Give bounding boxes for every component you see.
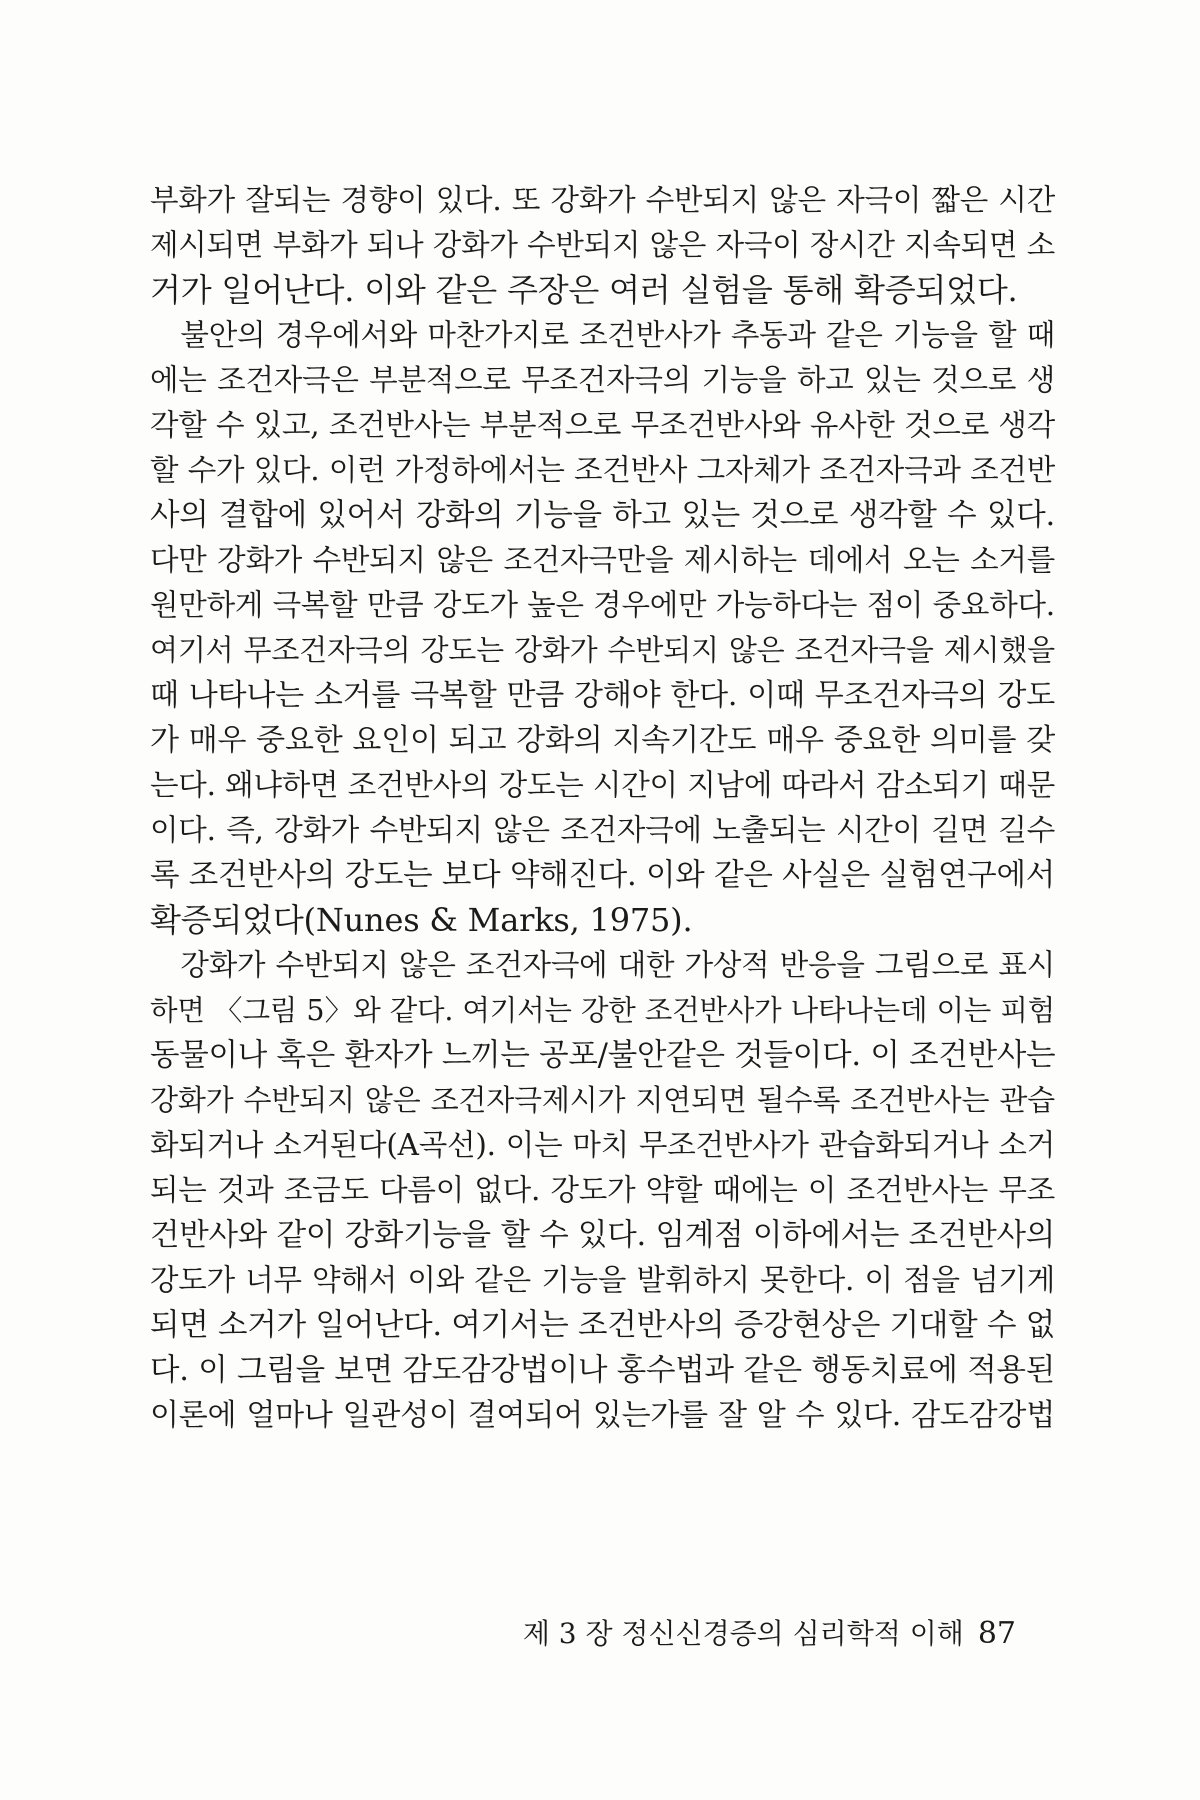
text-line: 되면 소거가 일어난다. 여기서는 조건반사의 증강현상은 기대할 수 없 (150, 1308, 1055, 1343)
page-number: 87 (977, 1616, 1016, 1651)
text-line: 강화가 수반되지 않은 조건자극제시가 지연되면 될수록 조건반사는 관습 (150, 1083, 1055, 1117)
text-line: 다. 이 그림을 보면 감도감강법이나 홍수법과 같은 행동치료에 적용된 (150, 1353, 1055, 1388)
text-line: 불안의 경우에서와 마찬가지로 조건반사가 추동과 같은 기능을 할 때 (150, 318, 1055, 352)
text-line: 가 매우 중요한 요인이 되고 강화의 지속기간도 매우 중요한 의미를 갖 (150, 723, 1055, 758)
text-line: 에는 조건자극은 부분적으로 무조건자극의 기능을 하고 있는 것으로 생 (150, 363, 1055, 397)
text-line: 할 수가 있다. 이런 가정하에서는 조건반사 그자체가 조건자극과 조건반 (150, 453, 1055, 487)
text-line: 거가 일어난다. 이와 같은 주장은 여러 실험을 통해 확증되었다. (150, 271, 1018, 309)
text-line: 강도가 너무 약해서 이와 같은 기능을 발휘하지 못한다. 이 점을 넘기게 (150, 1263, 1055, 1297)
text-line: 사의 결합에 있어서 강화의 기능을 하고 있는 것으로 생각할 수 있다. (150, 498, 1055, 533)
text-line: 각할 수 있고, 조건반사는 부분적으로 무조건반사와 유사한 것으로 생각 (150, 408, 1055, 442)
text-line: 이다. 즉, 강화가 수반되지 않은 조건자극에 노출되는 시간이 길면 길수 (150, 813, 1055, 847)
page-footer (150, 1612, 1016, 1652)
text-line: 동물이나 혹은 환자가 느끼는 공포/불안같은 것들이다. 이 조건반사는 (150, 1038, 1055, 1073)
text-line: 건반사와 같이 강화기능을 할 수 있다. 임계점 이하에서는 조건반사의 (150, 1218, 1055, 1253)
text-line: 여기서 무조건자극의 강도는 강화가 수반되지 않은 조건자극을 제시했을 (150, 633, 1055, 667)
text-line: 화되거나 소거된다(A곡선). 이는 마치 무조건반사가 관습화되거나 소거 (150, 1128, 1055, 1162)
text-line: 는다. 왜냐하면 조건반사의 강도는 시간이 지남에 따라서 감소되기 때문 (150, 768, 1055, 802)
running-chapter-title: 제 3 장 정신신경증의 심리학적 이해 (522, 1617, 964, 1650)
body-text (150, 178, 1055, 1438)
text-line: 강화가 수반되지 않은 조건자극에 대한 가상적 반응을 그림으로 표시 (150, 948, 1055, 982)
text-line: 제시되면 부화가 되나 강화가 수반되지 않은 자극이 장시간 지속되면 소 (150, 228, 1055, 262)
text-line: 때 나타나는 소거를 극복할 만큼 강해야 한다. 이때 무조건자극의 강도 (150, 678, 1055, 713)
text-line: 되는 것과 조금도 다름이 없다. 강도가 약할 때에는 이 조건반사는 무조 (150, 1173, 1055, 1207)
text-line: 이론에 얼마나 일관성이 결여되어 있는가를 잘 알 수 있다. 감도감강법 (150, 1398, 1055, 1433)
text-line: 확증되었다(Nunes & Marks, 1975). (150, 901, 693, 939)
text-line: 부화가 잘되는 경향이 있다. 또 강화가 수반되지 않은 자극이 짧은 시간 (150, 183, 1055, 217)
text-line: 원만하게 극복할 만큼 강도가 높은 경우에만 가능하다는 점이 중요하다. (150, 588, 1055, 622)
text-line: 록 조건반사의 강도는 보다 약해진다. 이와 같은 사실은 실험연구에서 (150, 858, 1055, 893)
text-line: 다만 강화가 수반되지 않은 조건자극만을 제시하는 데에서 오는 소거를 (150, 543, 1055, 577)
text-line: 하면 〈그림 5〉와 같다. 여기서는 강한 조건반사가 나타나는데 이는 피험 (150, 994, 1055, 1027)
